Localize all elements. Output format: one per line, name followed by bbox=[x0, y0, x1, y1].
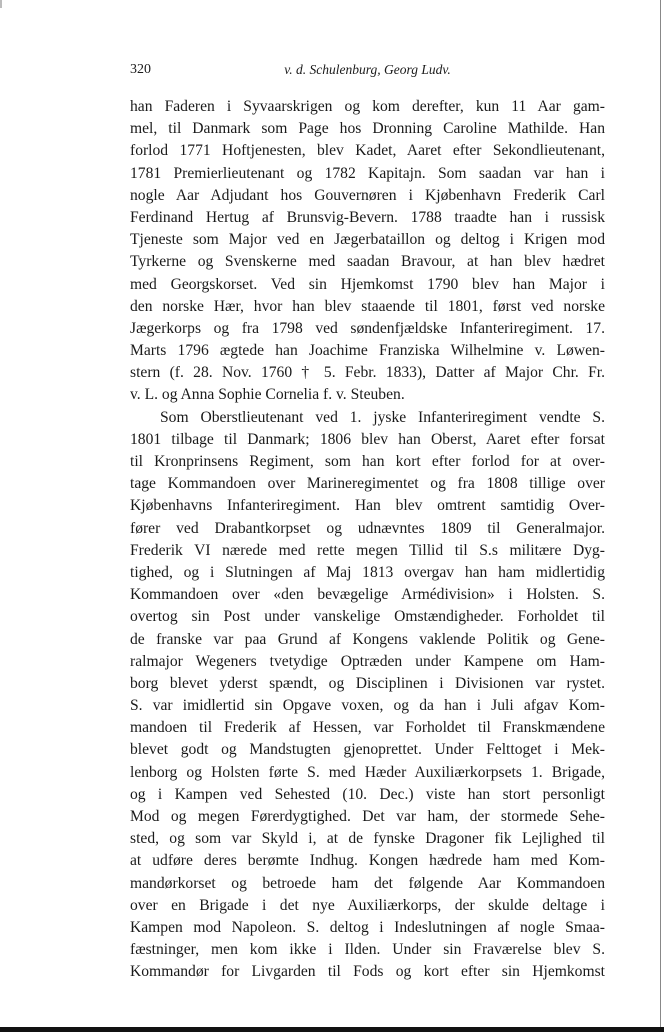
text-line: de franske var paa Grund af Kongens vaklende Politik og Gene- bbox=[130, 630, 605, 648]
text-line: Kommandoen over «den bevægelige Armédivision» i Holsten. S. bbox=[130, 586, 605, 604]
body-text bbox=[130, 96, 605, 984]
text-line: fæstninger, men kom ikke i Ilden. Under sin Fraværelse blev S. bbox=[130, 941, 605, 959]
text-line: nogle Aar Adjudant hos Gouvernøren i Kjøbenhavn Frederik Carl bbox=[130, 186, 605, 204]
text-line: blevet godt og Mandstugten gjenoprettet. Under Felttoget i Mek- bbox=[130, 741, 605, 759]
text-line: at udføre deres berømte Indhug. Kongen hædrede ham med Kom- bbox=[130, 852, 605, 870]
text-line: 1801 tilbage til Danmark; 1806 blev han Oberst, Aaret efter forsat bbox=[130, 430, 605, 448]
text-line: over en Brigade i det nye Auxiliærkorps, der skulde deltage i bbox=[130, 896, 605, 914]
text-line: tage Kommandoen over Marineregimentet og fra 1808 tillige over bbox=[130, 475, 605, 493]
text-line: mandoen til Frederik af Hessen, var Forholdet til Franskmændene bbox=[130, 719, 605, 737]
text-line: han Faderen i Syvaarskrigen og kom derefter, kun 11 Aar gam- bbox=[130, 98, 605, 115]
text-line: den norske Hær, hvor han blev staaende til 1801, først ved norske bbox=[130, 297, 605, 315]
text-line: stern (f. 28. Nov. 1760 † 5. Febr. 1833), Datter af Major Chr. Fr. bbox=[130, 364, 605, 382]
text-line: 1781 Premierlieutenant og 1782 Kapitajn. Som saadan var han i bbox=[130, 164, 605, 182]
text-line: ralmajor Wegeners tvetydige Optræden under Kampene om Ham- bbox=[130, 652, 605, 670]
text-line: Kampen mod Napoleon. S. deltog i Indeslutningen af nogle Smaa- bbox=[130, 918, 605, 936]
text-line: fører ved Drabantkorpset og udnævntes 1809 til Generalmajor. bbox=[130, 519, 605, 537]
text-line: Kjøbenhavns Infanteriregiment. Han blev omtrent samtidig Over- bbox=[130, 497, 605, 515]
text-line: Kommandør for Livgarden til Fods og kort efter sin Hjemkomst bbox=[130, 963, 605, 981]
text-line: S. var imidlertid sin Opgave voxen, og da han i Juli afgav Kom- bbox=[130, 697, 605, 715]
text-line: Jægerkorps og fra 1798 ved søndenfjældske Infanteriregiment. 17. bbox=[130, 319, 605, 337]
text-line: mandørkorset og betroede ham det følgende Aar Kommandoen bbox=[130, 874, 605, 892]
text-line: v. L. og Anna Sophie Cornelia f. v. Steuben. bbox=[130, 386, 405, 404]
page-number: 320 bbox=[130, 62, 151, 77]
text-line: til Kronprinsens Regiment, som han kort efter forlod for at over- bbox=[130, 453, 605, 470]
text-line: tighed, og i Slutningen af Maj 1813 overgav han ham midlertidig bbox=[130, 563, 605, 581]
text-line: mel, til Danmark som Page hos Dronning Caroline Mathilde. Han bbox=[130, 120, 605, 138]
text-line: Mod og megen Førerdygtighed. Det var ham, der stormede Sehe- bbox=[130, 808, 605, 825]
text-line: lenborg og Holsten førte S. med Hæder Auxiliærkorpsets 1. Brigade, bbox=[130, 763, 605, 781]
text-line: overtog sin Post under vanskelige Omstændigheder. Forholdet til bbox=[130, 608, 605, 626]
page-edge-line bbox=[660, 0, 661, 1032]
text-line: Som Oberstlieutenant ved 1. jyske Infanteriregiment vendte S. bbox=[160, 408, 605, 426]
running-title: v. d. Schulenburg, Georg Ludv. bbox=[284, 62, 451, 77]
text-line: Frederik VI nærede med rette megen Tillid til S.s militære Dyg- bbox=[130, 541, 605, 559]
scan-edge-mark bbox=[0, 0, 2, 8]
text-line: Tyrkerne og Svenskerne med saadan Bravour, at han blev hædret bbox=[130, 253, 605, 271]
page-header bbox=[130, 62, 605, 82]
text-line: forlod 1771 Hoftjenesten, blev Kadet, Aaret efter Sekondlieutenant, bbox=[130, 142, 605, 160]
text-line: Tjeneste som Major ved en Jægerbataillon og deltog i Krigen mod bbox=[130, 231, 605, 249]
text-line: borg blevet yderst spændt, og Disciplinen i Divisionen var rystet. bbox=[130, 674, 605, 692]
text-line: sted, og som var Skyld i, at de fynske Dragoner fik Lejlighed til bbox=[130, 830, 605, 848]
text-line: med Georgskorset. Ved sin Hjemkomst 1790 blev han Major i bbox=[130, 275, 605, 293]
text-line: Marts 1796 ægtede han Joachime Franziska Wilhelmine v. Løwen- bbox=[130, 342, 605, 360]
scan-bottom-border bbox=[0, 1027, 664, 1032]
text-line: og i Kampen ved Sehested (10. Dec.) viste han stort personligt bbox=[130, 785, 605, 803]
text-line: Ferdinand Hertug af Brunsvig-Bevern. 1788 traadte han i russisk bbox=[130, 208, 605, 226]
